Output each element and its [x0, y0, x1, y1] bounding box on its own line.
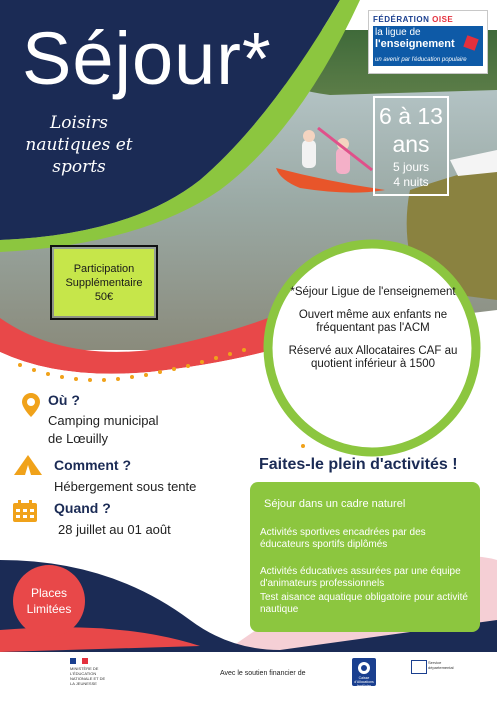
- when-label: Quand ?: [54, 500, 111, 516]
- drjs-text: Service départemental: [428, 660, 454, 670]
- subtitle-line: sports: [52, 157, 106, 177]
- logo-tagline: un avenir par l'éducation populaire: [375, 57, 467, 63]
- tent-icon: [14, 455, 42, 475]
- duration-nights: 4 nuits: [393, 175, 429, 189]
- location-pin-icon: [22, 393, 40, 417]
- where-value: [48, 412, 159, 448]
- logo-line2: l'enseignement: [375, 38, 455, 50]
- caf-text: Caisse d'Allocations familiales: [354, 676, 374, 688]
- french-flag-icon: [70, 658, 88, 664]
- when-value: 28 juillet au 01 août: [58, 522, 171, 537]
- activity-item: Activités sportives encadrées par des éducateurs sportifs diplômés: [260, 527, 426, 550]
- logo-federation-text: FÉDÉRATION: [373, 15, 430, 24]
- where-label: Où ?: [48, 392, 80, 408]
- logo-federation: [373, 15, 453, 24]
- page-title: Séjour*: [22, 17, 272, 100]
- participation-price: 50€: [94, 290, 114, 303]
- where-value-line1: Camping municipal: [48, 413, 159, 428]
- places-badge: [13, 565, 85, 637]
- paddler-1: [302, 140, 316, 168]
- caf-emblem-icon: [357, 661, 371, 675]
- age-range: 6 à 13: [379, 103, 443, 129]
- places-line1: Places: [30, 586, 68, 600]
- ministere-logo: [70, 658, 110, 688]
- paddler-1-head: [303, 130, 315, 142]
- age-unit: ans: [392, 131, 430, 157]
- activity-item: Test aisance aquatique obligatoire pour activité nautique: [260, 592, 468, 615]
- participation-badge: [54, 249, 154, 316]
- duration-days: 5 jours: [392, 160, 430, 174]
- info-circle-text: [288, 286, 458, 381]
- places-line2: Limitées: [26, 602, 72, 616]
- activity-item: Séjour dans un cadre naturel: [264, 498, 406, 510]
- info-ouvert: Ouvert même aux enfants ne fréquentant pas l'ACM: [298, 309, 448, 334]
- activity-item: Activités éducatives assurées par une équipe d'animateurs professionnels: [260, 566, 461, 589]
- info-reserve: Réservé aux Allocataires CAF au quotient inférieur à 1500: [288, 345, 458, 370]
- caf-logo: [352, 658, 376, 686]
- subtitle: [14, 112, 144, 178]
- duration: [375, 160, 447, 190]
- how-label: Comment ?: [54, 457, 131, 473]
- age-box: [373, 96, 449, 196]
- how-value: Hébergement sous tente: [54, 479, 197, 494]
- drjs-logo-icon: [411, 660, 427, 674]
- calendar-icon: [13, 500, 37, 522]
- sponsor-text: Avec le soutien financier de: [220, 670, 306, 677]
- activities-title: Faites-le plein d'activités !: [259, 456, 458, 473]
- subtitle-line: Loisirs: [50, 113, 108, 133]
- participation-line1: Participation: [73, 262, 135, 275]
- age-main: [375, 102, 447, 158]
- activities-box: [250, 482, 480, 632]
- subtitle-line: nautiques et: [25, 135, 133, 155]
- where-value-line2: de Lœuilly: [48, 431, 108, 446]
- logo-oise-text: OISE: [432, 15, 454, 24]
- ministere-text: MINISTÈRE DE L'ÉDUCATION NATIONALE ET DE LA JEUNESSE: [70, 666, 106, 686]
- participation-line2: Supplémentaire: [65, 276, 143, 289]
- info-sejour-ligue: *Séjour Ligue de l'enseignement: [290, 286, 456, 298]
- logo-line1: la ligue de: [375, 27, 421, 38]
- ligue-logo: [368, 10, 488, 74]
